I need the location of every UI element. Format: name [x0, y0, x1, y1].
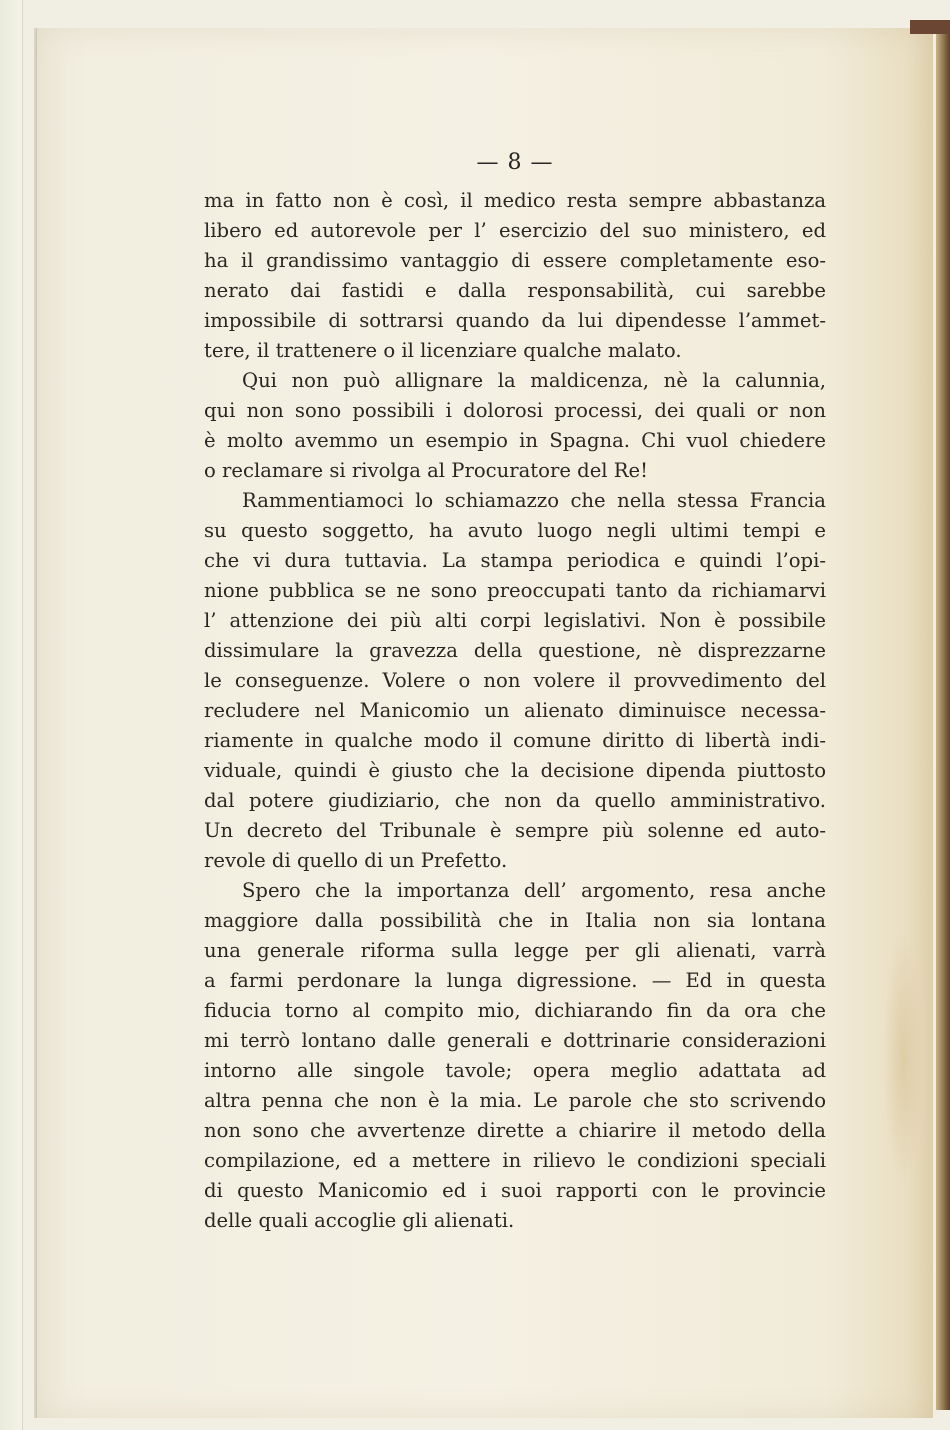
text-line: l’ attenzione dei più alti corpi legislativi. Non è possibile	[204, 609, 826, 632]
text-line: di questo Manicomio ed i suoi rapporti con le provincie	[204, 1179, 826, 1202]
text-line: una generale riforma sulla legge per gli alienati, varrà	[204, 939, 826, 962]
text-line: che vi dura tuttavia. La stampa periodica e quindi l’opi-	[204, 549, 826, 572]
text-line: non sono che avvertenze dirette a chiarire il metodo della	[204, 1119, 826, 1142]
text-line: le conseguenze. Volere o non volere il provvedimento del	[204, 669, 826, 692]
text-line: è molto avemmo un esempio in Spagna. Chi vuol chiedere	[204, 429, 826, 452]
text-line: revole di quello di un Prefetto.	[204, 849, 508, 872]
text-line: mi terrò lontano dalle generali e dottrinarie considerazioni	[204, 1029, 826, 1052]
text-line: recludere nel Manicomio un alienato diminuisce necessa-	[204, 699, 826, 722]
text-line: a farmi perdonare la lunga digressione. — Ed in questa	[204, 969, 826, 992]
text-line: su questo soggetto, ha avuto luogo negli ultimi tempi e	[204, 519, 826, 542]
text-line: libero ed autorevole per l’ esercizio del suo ministero, ed	[204, 219, 826, 242]
text-line: Qui non può allignare la maldicenza, nè la calunnia,	[242, 369, 826, 392]
text-line: Spero che la importanza dell’ argomento, resa anche	[242, 879, 826, 902]
text-line: Rammentiamoci lo schiamazzo che nella stessa Francia	[242, 489, 826, 512]
text-line: nerato dai fastidi e dalla responsabilità, cui sarebbe	[204, 279, 826, 302]
text-line: fiducia torno al compito mio, dichiarando fin da ora che	[204, 999, 826, 1022]
text-line: ha il grandissimo vantaggio di essere completamente eso-	[204, 249, 826, 272]
text-line: compilazione, ed a mettere in rilievo le condizioni speciali	[204, 1149, 826, 1172]
binding-edge-left	[0, 0, 23, 1430]
text-line: maggiore dalla possibilità che in Italia non sia lontana	[204, 909, 826, 932]
text-line: ma in fatto non è così, il medico resta sempre abbastanza	[204, 189, 826, 212]
text-line: dissimulare la gravezza della questione, nè disprezzarne	[204, 639, 826, 662]
text-line: qui non sono possibili i dolorosi processi, dei quali or non	[204, 399, 826, 422]
text-line: tere, il trattenere o il licenziare qualche malato.	[204, 339, 682, 362]
text-line: impossibile di sottrarsi quando da lui dipendesse l’ammet-	[204, 309, 826, 332]
text-line: intorno alle singole tavole; opera meglio adattata ad	[204, 1059, 826, 1082]
text-line: delle quali accoglie gli alienati.	[204, 1209, 515, 1232]
cover-corner	[910, 20, 950, 34]
text-block	[204, 148, 826, 1236]
text-line: Un decreto del Tribunale è sempre più solenne ed auto-	[204, 819, 826, 842]
text-line: dal potere giudiziario, che non da quello amministrativo.	[204, 789, 826, 812]
text-line: altra penna che non è la mia. Le parole che sto scrivendo	[204, 1089, 826, 1112]
binding-edge-right	[936, 30, 950, 1410]
page-number: — 8 —	[476, 150, 554, 175]
text-line: viduale, quindi è giusto che la decisione dipenda piuttosto	[204, 759, 826, 782]
text-line: riamente in qualche modo il comune diritto di libertà indi-	[204, 729, 826, 752]
text-line: nione pubblica se ne sono preoccupati tanto da richiamarvi	[204, 579, 826, 602]
text-line: o reclamare si rivolga al Procuratore del Re!	[204, 459, 649, 482]
